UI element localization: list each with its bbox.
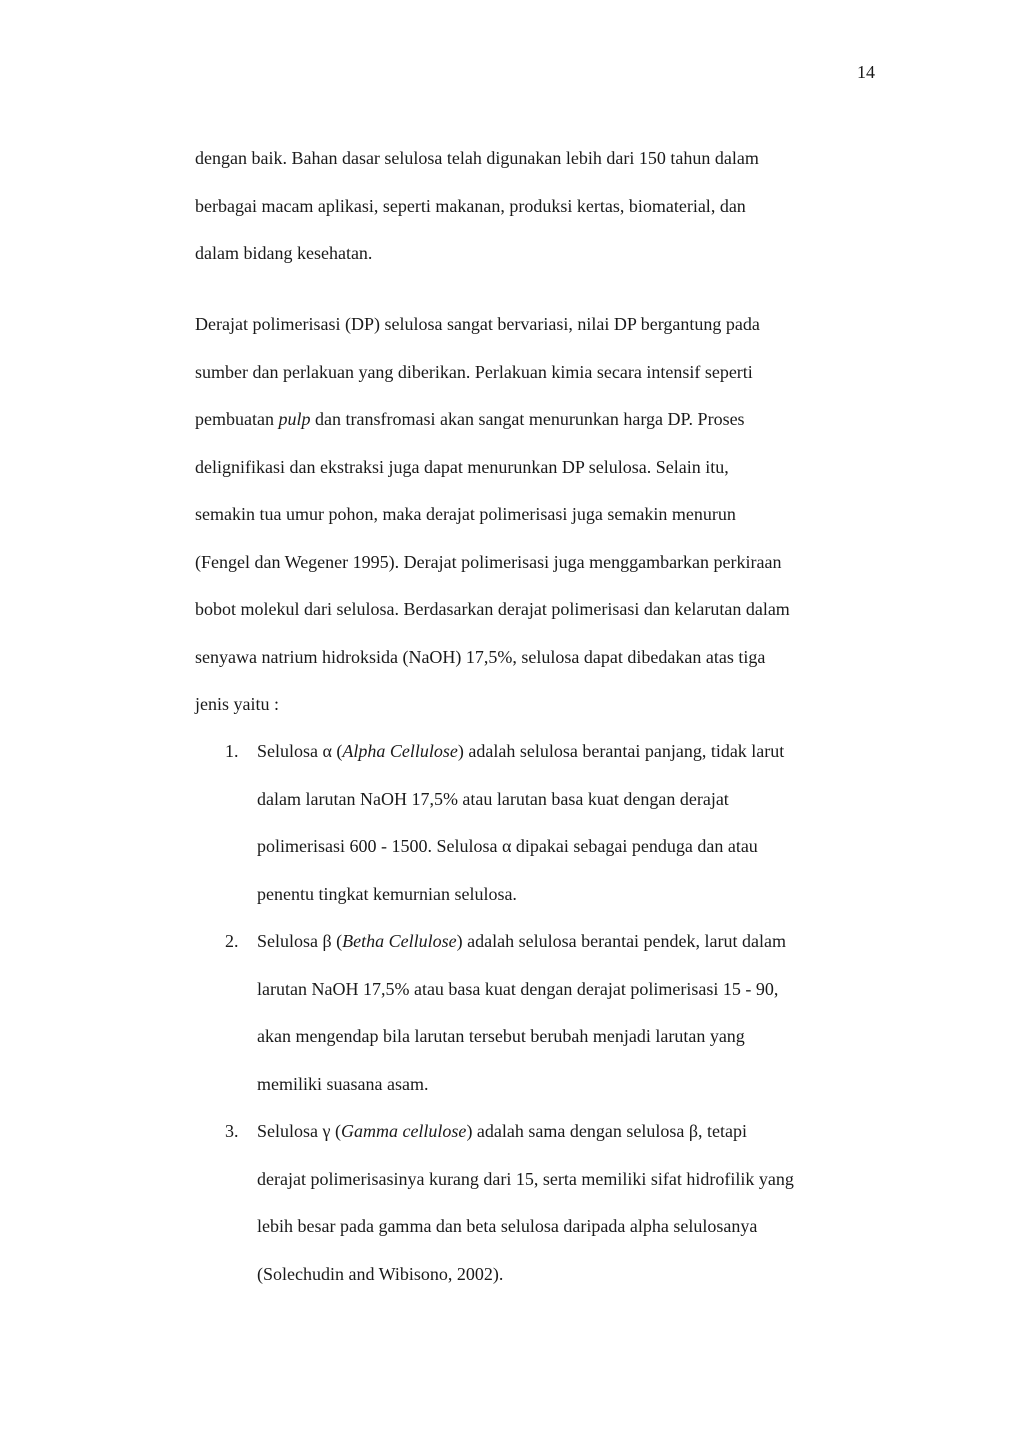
text-segment: Selulosa γ ( (257, 1121, 341, 1141)
list-number: 2. (225, 931, 239, 951)
list-line: polimerisasi 600 - 1500. Selulosa α dipakai sebagai penduga dan atau (257, 836, 758, 856)
list-line: penentu tingkat kemurnian selulosa. (257, 883, 517, 904)
paragraph-line (195, 407, 895, 455)
paragraph-line: dengan baik. Bahan dasar selulosa telah digunakan lebih dari 150 tahun dalam (195, 148, 759, 168)
text-segment: ) adalah selulosa berantai panjang, tidak larut (457, 741, 785, 761)
paragraph-line: berbagai macam aplikasi, seperti makanan, produksi kertas, biomaterial, dan (195, 195, 746, 216)
text-segment: Selulosa β ( (257, 931, 343, 951)
paragraph-line: senyawa natrium hidroksida (NaOH) 17,5%, selulosa dapat dibedakan atas tiga (195, 646, 766, 667)
text-segment: Selulosa α ( (257, 741, 343, 761)
paragraph-line: bobot molekul dari selulosa. Berdasarkan derajat polimerisasi dan kelarutan dalam (195, 599, 790, 619)
paragraph-line: delignifikasi dan ekstraksi juga dapat menurunkan DP selulosa. Selain itu, (195, 456, 729, 477)
paragraph-line: (Fengel dan Wegener 1995). Derajat polimerisasi juga menggambarkan perkiraan (195, 551, 782, 572)
list-line: (Solechudin and Wibisono, 2002). (257, 1263, 504, 1284)
list-item-body (257, 929, 786, 1119)
list-line: dalam larutan NaOH 17,5% atau larutan basa kuat dengan derajat (257, 788, 729, 809)
paragraph-line: sumber dan perlakuan yang diberikan. Perlakuan kimia secara intensif seperti (195, 361, 753, 382)
text-segment: dan transfromasi akan sangat menurunkan harga DP. Proses (310, 409, 745, 429)
italic-term: Alpha Cellulose (342, 741, 458, 761)
italic-term: Betha Cellulose (342, 931, 457, 951)
list-line (257, 1119, 794, 1167)
italic-term: Gamma cellulose (340, 1121, 467, 1141)
paragraph-line: jenis yaitu : (195, 694, 279, 714)
paragraph-line: Derajat polimerisasi (DP) selulosa sangat bervariasi, nilai DP bergantung pada (195, 314, 760, 334)
paragraph-line: semakin tua umur pohon, maka derajat polimerisasi juga semakin menurun (195, 504, 736, 524)
paragraph-polymerization (195, 312, 895, 740)
list-item-body (257, 739, 784, 929)
list-line: akan mengendap bila larutan tersebut berubah menjadi larutan yang (257, 1026, 745, 1046)
list-line: derajat polimerisasinya kurang dari 15, serta memiliki sifat hidrofilik yang (257, 1168, 794, 1189)
list-line: lebih besar pada gamma dan beta selulosa daripada alpha selulosanya (257, 1216, 758, 1236)
list-number: 1. (225, 741, 239, 761)
paragraph-continuation (195, 146, 895, 289)
list-line (257, 739, 784, 787)
list-line: larutan NaOH 17,5% atau basa kuat dengan derajat polimerisasi 15 - 90, (257, 978, 779, 999)
text-segment: ) adalah sama dengan selulosa β, tetapi (466, 1121, 747, 1141)
list-line (257, 929, 786, 977)
italic-term: pulp (278, 409, 311, 429)
text-segment: pembuatan (195, 409, 279, 429)
list-number: 3. (225, 1121, 239, 1141)
list-item-body (257, 1119, 794, 1309)
page-number: 14 (857, 62, 875, 82)
text-segment: ) adalah selulosa berantai pendek, larut dalam (456, 931, 787, 951)
list-line: memiliki suasana asam. (257, 1073, 429, 1094)
paragraph-line: dalam bidang kesehatan. (195, 243, 373, 263)
